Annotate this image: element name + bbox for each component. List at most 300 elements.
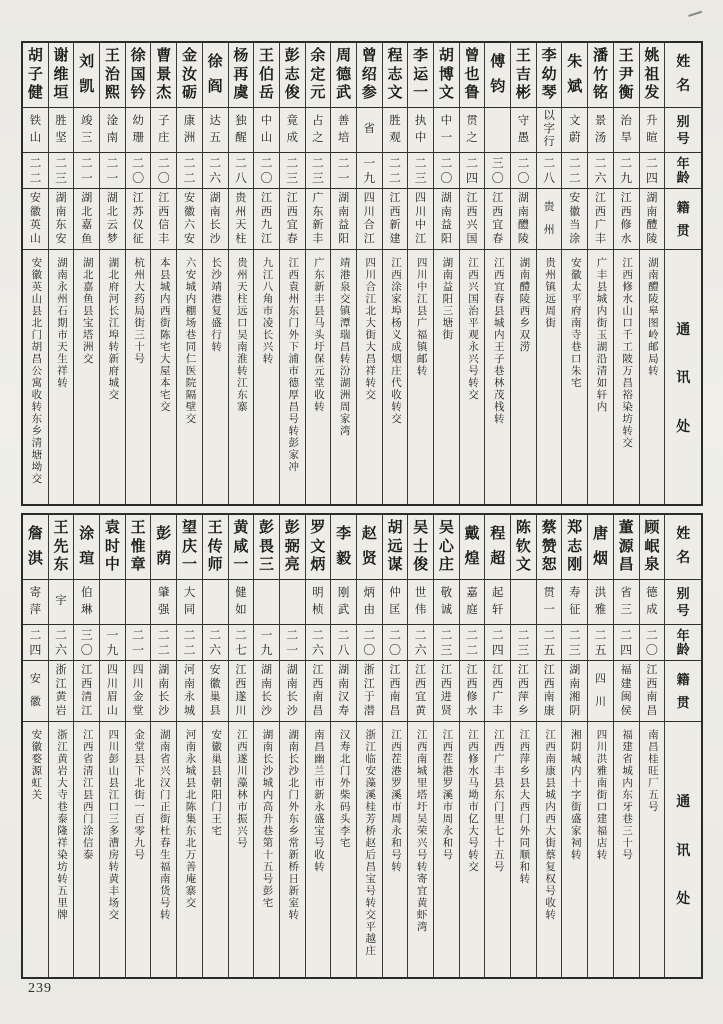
entry-column: [356, 515, 382, 977]
entry-alias-char: 五: [209, 131, 221, 144]
entry-address-text: 江西修水山口千工陂万昌裕染坊转交: [621, 257, 633, 449]
entry-address: [511, 249, 536, 504]
entry-native-place-char: 西: [466, 677, 478, 690]
entry-age: [331, 624, 356, 660]
entry-alias-char: 成: [286, 131, 298, 144]
entry-alias-char: 中: [440, 114, 453, 127]
entry-native-place-char: 东: [55, 219, 67, 232]
entry-alias-char: 执: [414, 114, 427, 127]
entry-name: [614, 515, 639, 579]
entry-name-char: 幼: [541, 66, 557, 83]
entry-native-place-char: 江: [389, 664, 401, 677]
entry-alias-char: 以: [543, 110, 555, 123]
entry-alias: [306, 107, 331, 152]
entry-name-char: 钧: [490, 78, 506, 95]
entry-name: [254, 43, 279, 107]
header-name-label-char: 名: [676, 79, 691, 94]
entry-address: [229, 721, 254, 977]
entry-native-place: [254, 188, 279, 249]
header-address-label-char: 通: [676, 322, 691, 338]
entry-native-place-char: 沙: [286, 704, 298, 717]
entry-name: [383, 515, 408, 579]
entry-native-place-char: 陵: [646, 232, 658, 245]
entry-name-char: 维: [53, 66, 69, 83]
entry-age: [74, 624, 99, 660]
entry-name-char: 胡: [387, 520, 403, 537]
entry-native-place-char: 川: [235, 704, 247, 717]
entry-native-place-char: 广: [594, 219, 606, 232]
entry-native-place-char: 苏: [132, 205, 144, 218]
entry-native-place-char: 遂: [235, 691, 247, 704]
entry-address: [485, 721, 510, 977]
entry-age: [254, 152, 279, 188]
entry-native-place-char: 山: [106, 704, 118, 717]
entry-native-place: [383, 188, 408, 249]
entry-address: [203, 721, 228, 977]
entry-age-char: 二: [543, 156, 556, 171]
entry-address-text: 浙江临安藻溪桂芳桥赵后昌宝号转交平越庄: [364, 729, 376, 957]
entry-address: [74, 721, 99, 977]
entry-age-char: 二: [543, 628, 556, 643]
entry-alias-char: 世: [414, 586, 427, 599]
header-name-label-char: 名: [676, 551, 691, 566]
header-column: [664, 515, 701, 977]
entry-name: [434, 515, 459, 579]
entry-name-char: 治: [104, 66, 120, 83]
entry-native-place-char: 西: [415, 677, 427, 690]
entry-age-char: 〇: [491, 170, 504, 185]
entry-native-place-char: 西: [261, 205, 273, 218]
entry-column: [613, 43, 639, 504]
entry-alias-char: 起: [491, 586, 504, 599]
entry-name-char: 元: [310, 84, 326, 101]
entry-age: [537, 152, 562, 188]
entry-column: [587, 515, 613, 977]
entry-native-place-char: 福: [620, 664, 632, 677]
entry-native-place-char: 宜: [492, 219, 504, 232]
entry-native-place-char: 西: [158, 205, 170, 218]
header-address-label-char: 处: [676, 892, 691, 908]
entry-name: [177, 43, 202, 107]
entry-age-char: 二: [311, 628, 324, 643]
entry-age-char: 二: [517, 628, 530, 643]
entry-name-char: 望: [181, 520, 197, 537]
entry-native-place-char: 江: [235, 664, 247, 677]
entry-native-place-char: 安: [183, 232, 195, 245]
entry-native-place: [177, 660, 202, 721]
entry-column: [484, 43, 510, 504]
entry-age-char: 三: [55, 170, 68, 185]
entry-native-place-char: 长: [209, 219, 221, 232]
entry-native-place-char: 西: [312, 677, 324, 690]
entry-name-char: 景: [156, 66, 172, 83]
entry-address: [485, 249, 510, 504]
entry-alias: [203, 107, 228, 152]
entry-name-char: 王: [130, 520, 146, 537]
entry-alias-char: 健: [235, 586, 247, 599]
entry-age-char: 九: [620, 170, 633, 185]
entry-alias: [331, 107, 356, 152]
entry-alias-char: 敬: [440, 586, 453, 599]
entry-name-char: 国: [130, 66, 146, 83]
entry-native-place-char: 岩: [55, 704, 67, 717]
entry-name-char: 三: [259, 556, 275, 573]
entry-age-char: 二: [183, 170, 196, 185]
entry-native-place: [74, 660, 99, 721]
entry-native-place: [537, 660, 562, 721]
header-address-label-char: 通: [676, 794, 691, 810]
entry-alias-char: 竟: [286, 114, 298, 127]
entry-age-char: 二: [183, 628, 196, 643]
entry-name: [537, 43, 562, 107]
entry-name-char: 赵: [361, 526, 377, 543]
entry-name-char: 子: [27, 66, 43, 83]
entry-name-char: 源: [618, 538, 634, 555]
entry-alias-char: 珊: [132, 131, 144, 144]
entry-native-place-char: 湖: [338, 664, 350, 677]
entry-age-char: 二: [388, 628, 401, 643]
entry-native-place-char: 南: [286, 677, 298, 690]
entry-native-place-char: 西: [492, 205, 504, 218]
entry-column: [382, 43, 408, 504]
entry-native-place: [203, 660, 228, 721]
entry-age-char: 二: [55, 156, 68, 171]
entry-native-place-char: 江: [389, 192, 401, 205]
entry-alias-char: 成: [646, 603, 658, 616]
entry-name-char: 先: [53, 538, 69, 555]
entry-name-char: 汝: [181, 66, 197, 83]
entry-alias: [408, 107, 433, 152]
entry-age-char: 〇: [517, 170, 530, 185]
entry-name-char: 朱: [567, 54, 583, 71]
entry-name-char: 程: [490, 526, 506, 543]
entry-native-place-char: 水: [620, 232, 632, 245]
entry-alias-char: 省: [363, 123, 376, 136]
entry-age-char: 六: [311, 642, 324, 657]
entry-age-char: 二: [132, 156, 145, 171]
entry-age-char: 三: [311, 170, 324, 185]
entry-alias: [280, 107, 305, 152]
header-native-place-label-char: 贯: [676, 695, 690, 710]
entry-age: [254, 624, 279, 660]
entry-native-place-char: 南: [261, 677, 273, 690]
entry-address-text: 四川中江县广福镇邮转: [415, 257, 427, 377]
entry-age-char: 二: [286, 628, 299, 643]
entry-native-place: [537, 188, 562, 249]
entry-column: [536, 515, 562, 977]
entry-name-char: 阎: [207, 78, 223, 95]
entry-native-place-char: 山: [29, 232, 41, 245]
entry-native-place-char: 康: [543, 704, 555, 717]
entry-native-place: [229, 660, 254, 721]
entry-alias-char: 幼: [132, 114, 144, 127]
entry-alias: [100, 107, 125, 152]
entry-alias-char: 萍: [29, 603, 42, 616]
entry-native-place-char: 西: [620, 205, 632, 218]
entry-alias-char: 诚: [440, 603, 453, 616]
entry-age-char: 二: [106, 156, 119, 171]
entry-alias-char: 炳: [363, 586, 376, 599]
header-address-label: [665, 721, 701, 977]
entry-age: [357, 624, 382, 660]
entry-age: [306, 624, 331, 660]
entry-address-text: 河南永城县北陈集东北万善庵寨交: [184, 729, 196, 909]
entry-age-char: 二: [414, 156, 427, 171]
entry-native-place-char: 沙: [261, 704, 273, 717]
entry-alias: [460, 107, 485, 152]
entry-native-place-char: 昌: [389, 704, 401, 717]
entry-age: [588, 152, 613, 188]
entry-alias: [460, 579, 485, 624]
entry-native-place: [485, 660, 510, 721]
entry-alias-char: 伟: [414, 603, 427, 616]
header-age-label-char: 年: [676, 155, 690, 171]
entry-age: [640, 152, 665, 188]
entry-alias: [74, 107, 99, 152]
entry-name-char: 文: [438, 84, 454, 101]
entry-native-place-char: 贵: [543, 201, 555, 214]
entry-address: [100, 249, 125, 504]
entry-name-char: 定: [310, 66, 326, 83]
entry-alias-char: 之: [466, 131, 478, 144]
entry-address: [177, 249, 202, 504]
entry-alias: [177, 579, 202, 624]
entry-name: [126, 515, 151, 579]
entry-native-place: [23, 660, 48, 721]
entry-name-char: 詹: [27, 526, 43, 543]
entry-native-place-char: 西: [543, 677, 555, 690]
entry-native-place: [357, 660, 382, 721]
entry-native-place-char: 江: [466, 664, 478, 677]
entry-name: [280, 43, 305, 107]
entry-address-text: 江西兴国治平观永兴号转交: [467, 257, 479, 401]
entry-native-place-char: 湖: [81, 192, 93, 205]
entry-native-place-char: 阳: [338, 232, 350, 245]
entry-name: [562, 515, 587, 579]
entry-address: [74, 249, 99, 504]
entry-address: [280, 249, 305, 504]
entry-native-place-char: 江: [55, 677, 67, 690]
entry-name: [331, 515, 356, 579]
entry-alias-char: 南: [106, 131, 119, 144]
entry-age-char: 二: [594, 628, 607, 643]
entry-alias: [306, 579, 331, 624]
entry-native-place-char: 新: [389, 219, 401, 232]
entry-address: [357, 721, 382, 977]
entry-alias-char: 刚: [337, 586, 350, 599]
entry-native-place-char: 湖: [646, 192, 658, 205]
entry-native-place: [562, 660, 587, 721]
entry-alias-char: 醒: [235, 131, 247, 144]
entry-native-place-char: 仪: [132, 219, 144, 232]
entry-name-char: 俊: [413, 556, 429, 573]
entry-age-char: 二: [260, 156, 273, 171]
entry-native-place-char: 西: [440, 677, 452, 690]
entry-age: [383, 624, 408, 660]
entry-address-text: 湖南长沙城内高升巷第十五号彭宅: [261, 729, 273, 909]
entry-age-char: 一: [286, 642, 299, 657]
entry-age-char: 〇: [363, 642, 376, 657]
entry-alias: [177, 107, 202, 152]
entry-alias-char: 淦: [106, 114, 119, 127]
entry-column: [459, 43, 485, 504]
entry-alias: [408, 579, 433, 624]
entry-alias-char: 山: [29, 131, 42, 144]
entry-name-char: 琴: [541, 84, 557, 101]
entry-native-place-char: 川: [106, 677, 118, 690]
entry-alias-char: 胜: [389, 114, 401, 127]
entry-name: [151, 43, 176, 107]
header-address-label-char: 讯: [676, 843, 691, 859]
entry-alias-char: 强: [158, 603, 170, 616]
entry-native-place-char: 南: [517, 205, 529, 218]
entry-native-place: [408, 660, 433, 721]
entry-name: [203, 43, 228, 107]
entry-alias-char: 一: [440, 131, 453, 144]
entry-age: [49, 624, 74, 660]
entry-alias: [511, 579, 536, 624]
entry-alias: [434, 579, 459, 624]
entry-column: [150, 43, 176, 504]
entry-name-char: 运: [413, 66, 429, 83]
entry-age: [460, 624, 485, 660]
entry-column: [561, 43, 587, 504]
entry-column: [305, 515, 331, 977]
entry-address: [100, 721, 125, 977]
header-alias-label-char: 号: [676, 603, 690, 619]
entry-native-place: [229, 188, 254, 249]
entry-native-place: [357, 188, 382, 249]
entry-age-char: 二: [209, 628, 222, 643]
entry-address: [434, 721, 459, 977]
entry-name: [408, 515, 433, 579]
entry-age-char: 三: [440, 642, 453, 657]
entry-name-char: 鲁: [464, 84, 480, 101]
entry-address-text: 九江八角市凌长兴转: [261, 257, 273, 365]
entry-native-place-char: 城: [183, 704, 195, 717]
entry-alias: [562, 107, 587, 152]
entry-column: [73, 43, 99, 504]
entry-age: [408, 152, 433, 188]
entry-native-place-char: 九: [261, 219, 273, 232]
entry-name-char: 钤: [130, 84, 146, 101]
entry-name-char: 岳: [259, 84, 275, 101]
entry-native-place-char: 江: [440, 664, 452, 677]
entry-column: [407, 515, 433, 977]
entry-name-char: 斌: [567, 78, 583, 95]
entry-column: [433, 43, 459, 504]
entry-alias: [49, 579, 74, 624]
entry-native-place-char: 徽: [209, 677, 221, 690]
entry-native-place-char: 巢: [209, 691, 221, 704]
entry-age-char: 二: [363, 628, 376, 643]
entry-name-char: 俊: [284, 84, 300, 101]
entry-address-text: 江西茬港罗溪市周永和号: [441, 729, 453, 861]
entry-age-char: 六: [55, 642, 68, 657]
entry-native-place-char: 永: [183, 691, 195, 704]
entry-native-place-char: 川: [415, 205, 427, 218]
entry-address: [126, 249, 151, 504]
entry-name: [640, 43, 665, 107]
entry-address: [229, 249, 254, 504]
entry-native-place-char: 湖: [517, 192, 529, 205]
header-name-label: [665, 43, 701, 107]
entry-native-place-char: 贤: [440, 704, 452, 717]
entry-age: [460, 152, 485, 188]
entry-age-char: 二: [29, 156, 42, 171]
entry-native-place-char: 丰: [594, 232, 606, 245]
entry-age: [126, 624, 151, 660]
entry-name-char: 吉: [515, 66, 531, 83]
entry-alias-char: 独: [235, 114, 247, 127]
entry-name-char: 衡: [618, 84, 634, 101]
entry-address-text: 南昌桂旺厂五号: [646, 729, 658, 813]
entry-native-place: [23, 188, 48, 249]
entry-name-char: 杨: [233, 48, 249, 65]
entry-address-text: 靖港泉交镇潭瑞昌转汾湖洲周家湾: [338, 257, 350, 437]
entry-name: [485, 515, 510, 579]
entry-address: [23, 249, 48, 504]
entry-native-place: [614, 188, 639, 249]
header-name-label-char: 姓: [676, 527, 691, 542]
entry-name-char: 彭: [156, 526, 172, 543]
entry-name-char: 姚: [644, 48, 660, 65]
entry-name-char: 一: [413, 84, 429, 101]
entry-name-char: 文: [310, 538, 326, 555]
entry-column: [613, 515, 639, 977]
entry-native-place-char: 南: [646, 205, 658, 218]
entry-age: [229, 624, 254, 660]
entry-native-place-char: 修: [620, 219, 632, 232]
entry-age: [485, 152, 510, 188]
entry-age-char: 二: [132, 628, 145, 643]
entry-name-char: 弼: [284, 538, 300, 555]
entry-age-char: 〇: [157, 170, 170, 185]
entry-alias: [614, 579, 639, 624]
header-address-label-char: 处: [676, 419, 691, 435]
entry-name-char: 凯: [79, 78, 95, 95]
entry-alias-char: 坚: [55, 131, 67, 144]
entry-alias-char: 贯: [543, 586, 555, 599]
header-address-label-char: 讯: [676, 371, 691, 386]
entry-address-text: 广丰县城内街玉湖沿清如轩内: [595, 257, 607, 413]
entry-name-char: 王: [515, 48, 531, 65]
entry-alias-char: 庭: [466, 603, 478, 616]
entry-age-char: 二: [337, 156, 350, 171]
entry-native-place-char: 长: [261, 691, 273, 704]
entry-age-char: 二: [466, 628, 479, 643]
entry-name: [229, 43, 254, 107]
entry-address: [23, 721, 48, 977]
entry-age: [485, 624, 510, 660]
entry-native-place-char: 州: [235, 205, 247, 218]
entry-native-place-char: 国: [466, 232, 478, 245]
entry-name-char: 蔡: [541, 520, 557, 537]
entry-alias-char: 达: [209, 114, 221, 127]
entry-alias-char: 由: [363, 603, 376, 616]
entry-age-char: 六: [594, 170, 607, 185]
entry-alias-char: 雅: [594, 603, 607, 616]
entry-alias: [126, 107, 151, 152]
entry-column: [433, 515, 459, 977]
entry-native-place-char: 潜: [363, 704, 375, 717]
entry-age-char: 二: [55, 628, 68, 643]
entry-native-place-char: 西: [517, 677, 529, 690]
entry-address: [434, 249, 459, 504]
header-age-label-char: 龄: [676, 642, 690, 658]
entry-address-text: 湖北府河长江埠转新府城交: [107, 257, 119, 401]
entry-alias-char: 旱: [620, 131, 632, 144]
